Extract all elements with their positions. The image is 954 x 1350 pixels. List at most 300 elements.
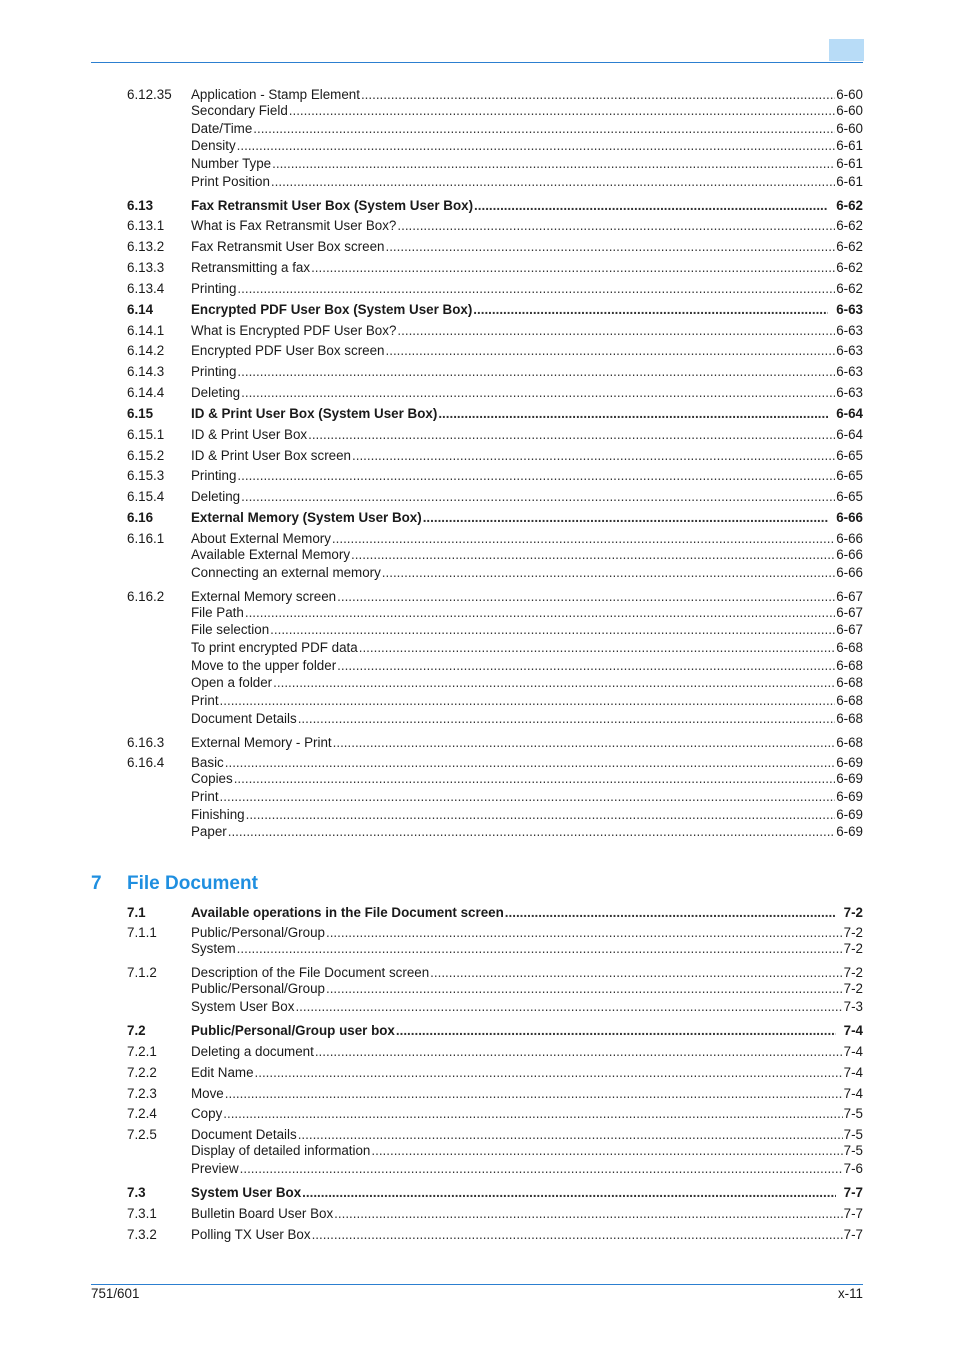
toc-entry-row[interactable] <box>91 426 863 444</box>
footer-model: 751/601 <box>91 1286 140 1301</box>
toc-entry-page: 6-65 <box>836 489 863 504</box>
toc-dot-leader <box>241 384 835 402</box>
toc-dot-leader <box>271 173 835 191</box>
toc-entry-row[interactable] <box>91 734 863 752</box>
toc-dot-leader <box>397 322 835 340</box>
toc-entry-row[interactable] <box>91 280 863 298</box>
toc-dot-leader <box>438 405 828 423</box>
toc-entry-body <box>191 120 863 138</box>
toc-dot-leader <box>245 604 835 622</box>
toc-entry-row[interactable] <box>91 342 863 360</box>
toc-entry-body <box>191 788 863 806</box>
toc-dot-leader <box>298 710 836 728</box>
toc-entry-page: 6-66 <box>836 547 863 562</box>
toc-entry-title: Preview <box>191 1161 239 1176</box>
toc-entry-page: 6-63 <box>836 385 863 400</box>
toc-entry-row[interactable] <box>91 1064 863 1082</box>
toc-entry-page: 7-2 <box>843 981 863 996</box>
toc-dot-leader <box>337 657 835 675</box>
toc-entry-title: Fax Retransmit User Box (System User Box) <box>191 198 474 213</box>
toc-entry-page: 7-3 <box>843 999 863 1014</box>
footer-rule <box>91 1284 863 1285</box>
toc-entry-row[interactable] <box>91 639 863 657</box>
toc-entry-row[interactable] <box>91 564 863 582</box>
toc-entry-page: 7-2 <box>843 905 863 920</box>
toc-entry-row[interactable] <box>91 621 863 639</box>
toc-entry-title: Available operations in the File Document screen <box>191 905 504 920</box>
toc-entry-body <box>191 904 863 922</box>
toc-entry-row[interactable] <box>91 1205 863 1223</box>
toc-dot-leader <box>253 120 835 138</box>
chapter-heading <box>91 872 863 896</box>
toc-dot-leader <box>385 238 835 256</box>
toc-entry-page: 6-66 <box>836 510 863 525</box>
toc-entry-title: Printing <box>191 468 237 483</box>
toc-dot-leader <box>220 788 836 806</box>
chapter-title: File Document <box>127 873 258 894</box>
toc-entry-title: Edit Name <box>191 1065 254 1080</box>
toc-entry-number: 7.1 <box>127 905 146 920</box>
toc-entry-body <box>191 1184 863 1202</box>
toc-dot-leader <box>308 426 835 444</box>
toc-entry-body <box>191 770 863 788</box>
toc-dot-leader <box>474 197 828 215</box>
toc-entry-number: 6.12.35 <box>127 87 172 102</box>
toc-entry-page: 6-63 <box>836 323 863 338</box>
toc-entry-body <box>191 734 863 752</box>
toc-dot-leader <box>326 980 843 998</box>
toc-entry-title: About External Memory <box>191 531 331 546</box>
toc-section-row[interactable] <box>91 1184 863 1202</box>
toc-entry-row[interactable] <box>91 1142 863 1160</box>
toc-entry-page: 7-4 <box>843 1065 863 1080</box>
toc-entry-row[interactable] <box>91 155 863 173</box>
toc-entry-page: 6-63 <box>836 343 863 358</box>
toc-entry-title: Public/Personal/Group <box>191 925 325 940</box>
toc-dot-leader <box>315 1043 843 1061</box>
toc-entry-title: Application - Stamp Element <box>191 87 360 102</box>
toc-entry-page: 6-62 <box>836 260 863 275</box>
toc-entry-number: 7.2 <box>127 1023 146 1038</box>
toc-entry-title: Print <box>191 789 219 804</box>
toc-entry-title: Document Details <box>191 711 297 726</box>
toc-entry-body <box>191 564 863 582</box>
toc-entry-page: 6-60 <box>836 103 863 118</box>
toc-dot-leader <box>371 1142 842 1160</box>
toc-entry-page: 7-5 <box>843 1106 863 1121</box>
toc-entry-page: 7-7 <box>843 1185 863 1200</box>
toc-entry-page: 6-69 <box>836 789 863 804</box>
toc-entry-body <box>191 173 863 191</box>
toc-entry-body <box>191 546 863 564</box>
toc-dot-leader <box>311 259 835 277</box>
toc-entry-page: 6-64 <box>836 406 863 421</box>
toc-entry-number: 7.2.2 <box>127 1065 157 1080</box>
toc-dot-leader <box>473 301 828 319</box>
toc-entry-title: Number Type <box>191 156 272 171</box>
toc-entry-title: Printing <box>191 281 237 296</box>
toc-entry-title: Print <box>191 693 219 708</box>
toc-entry-body <box>191 674 863 692</box>
toc-entry-body <box>191 322 863 340</box>
toc-entry-page: 7-5 <box>843 1127 863 1142</box>
header-rule <box>91 62 863 63</box>
toc-entry-page: 6-68 <box>836 711 863 726</box>
toc-entry-title: Print Position <box>191 174 270 189</box>
toc-entry-number: 6.13.2 <box>127 239 165 254</box>
toc-dot-leader <box>273 674 835 692</box>
toc-entry-title: File Path <box>191 605 244 620</box>
toc-entry-page: 6-67 <box>836 589 863 604</box>
toc-entry-body <box>191 363 863 381</box>
toc-entry-title: Public/Personal/Group user box <box>191 1023 395 1038</box>
toc-entry-title: ID & Print User Box (System User Box) <box>191 406 438 421</box>
toc-entry-row[interactable] <box>91 322 863 340</box>
toc-entry-number: 6.13.1 <box>127 218 165 233</box>
toc-entry-body <box>191 1226 863 1244</box>
toc-dot-leader <box>255 1064 843 1082</box>
toc-entry-page: 6-68 <box>836 735 863 750</box>
toc-entry-row[interactable] <box>91 173 863 191</box>
toc-entry-title: External Memory screen <box>191 589 337 604</box>
toc-entry-number: 6.16.1 <box>127 531 165 546</box>
toc-entry-row[interactable] <box>91 823 863 841</box>
toc-entry-row[interactable] <box>91 137 863 155</box>
toc-entry-number: 6.16 <box>127 510 154 525</box>
toc-entry-title: File selection <box>191 622 270 637</box>
toc-entry-number: 6.14.1 <box>127 323 165 338</box>
toc-entry-body <box>191 238 863 256</box>
toc-entry-page: 6-61 <box>836 174 863 189</box>
toc-entry-body <box>191 692 863 710</box>
toc-entry-page: 6-69 <box>836 824 863 839</box>
toc-entry-row[interactable] <box>91 788 863 806</box>
toc-dot-leader <box>241 488 835 506</box>
toc-entry-body <box>191 467 863 485</box>
toc-entry-number: 7.2.1 <box>127 1044 157 1059</box>
toc-section-row[interactable] <box>91 904 863 922</box>
toc-entry-page: 7-2 <box>843 965 863 980</box>
toc-entry-number: 6.15 <box>127 406 154 421</box>
toc-entry-row[interactable] <box>91 806 863 824</box>
toc-entry-body <box>191 1205 863 1223</box>
toc-entry-page: 6-62 <box>836 218 863 233</box>
toc-entry-row[interactable] <box>91 363 863 381</box>
toc-entry-row[interactable] <box>91 546 863 564</box>
toc-dot-leader <box>237 467 835 485</box>
toc-entry-row[interactable] <box>91 217 863 235</box>
toc-entry-body <box>191 1105 863 1123</box>
toc-section-row[interactable] <box>91 405 863 423</box>
toc-entry-number: 7.3 <box>127 1185 146 1200</box>
toc-entry-page: 6-65 <box>836 448 863 463</box>
toc-dot-leader <box>382 564 835 582</box>
toc-entry-page: 7-7 <box>843 1206 863 1221</box>
toc-entry-number: 6.16.3 <box>127 735 165 750</box>
toc-entry-number: 7.3.2 <box>127 1227 157 1242</box>
toc-entry-row[interactable] <box>91 998 863 1016</box>
toc-entry-title: What is Fax Retransmit User Box? <box>191 218 397 233</box>
toc-entry-title: Document Details <box>191 1127 297 1142</box>
toc-entry-page: 6-68 <box>836 658 863 673</box>
toc-dot-leader <box>225 1085 843 1103</box>
toc-entry-body <box>191 604 863 622</box>
toc-section-row[interactable] <box>91 1022 863 1040</box>
toc-entry-row[interactable] <box>91 102 863 120</box>
toc-entry-body <box>191 509 863 527</box>
toc-entry-page: 7-5 <box>843 1143 863 1158</box>
toc-entry-row[interactable] <box>91 1226 863 1244</box>
toc-entry-title: Paper <box>191 824 227 839</box>
toc-entry-body <box>191 217 863 235</box>
chapter-tab-marker <box>829 39 864 61</box>
toc-entry-body <box>191 405 863 423</box>
toc-entry-row[interactable] <box>91 1085 863 1103</box>
toc-entry-page: 7-2 <box>843 925 863 940</box>
toc-entry-title: System User Box <box>191 1185 302 1200</box>
toc-dot-leader <box>334 1205 842 1223</box>
toc-dot-leader <box>272 155 835 173</box>
toc-entry-title: External Memory - Print <box>191 735 332 750</box>
toc-entry-page: 6-65 <box>836 468 863 483</box>
toc-dot-leader <box>333 734 836 752</box>
toc-entry-number: 6.13 <box>127 198 154 213</box>
toc-entry-title: ID & Print User Box screen <box>191 448 351 463</box>
toc-dot-leader <box>246 806 836 824</box>
toc-dot-leader <box>397 217 835 235</box>
toc-dot-leader <box>386 342 836 360</box>
toc-entry-number: 6.16.4 <box>127 755 165 770</box>
toc-entry-body <box>191 197 863 215</box>
toc-entry-row[interactable] <box>91 384 863 402</box>
toc-entry-title: Retransmitting a fax <box>191 260 311 275</box>
toc-entry-title: Date/Time <box>191 121 253 136</box>
toc-entry-body <box>191 447 863 465</box>
toc-section-row[interactable] <box>91 509 863 527</box>
toc-entry-page: 6-64 <box>836 427 863 442</box>
toc-entry-title: Deleting <box>191 385 241 400</box>
toc-entry-number: 6.16.2 <box>127 589 165 604</box>
toc-entry-page: 6-68 <box>836 640 863 655</box>
toc-dot-leader <box>237 363 835 381</box>
toc-entry-title: Available External Memory <box>191 547 351 562</box>
toc-entry-body <box>191 1142 863 1160</box>
toc-entry-row[interactable] <box>91 674 863 692</box>
toc-entry-page: 6-68 <box>836 693 863 708</box>
toc-entry-page: 6-63 <box>836 364 863 379</box>
toc-entry-body <box>191 940 863 958</box>
toc-entry-number: 6.15.4 <box>127 489 165 504</box>
toc-entry-page: 6-60 <box>836 87 863 102</box>
toc-entry-body <box>191 657 863 675</box>
toc-entry-page: 6-69 <box>836 807 863 822</box>
toc-entry-title: Deleting <box>191 489 241 504</box>
toc-entry-title: Deleting a document <box>191 1044 314 1059</box>
toc-dot-leader <box>302 1184 835 1202</box>
toc-entry-body <box>191 621 863 639</box>
toc-entry-number: 7.2.3 <box>127 1086 157 1101</box>
toc-dot-leader <box>237 137 836 155</box>
toc-dot-leader <box>352 447 835 465</box>
toc-entry-number: 6.15.1 <box>127 427 165 442</box>
toc-entry-row[interactable] <box>91 692 863 710</box>
toc-dot-leader <box>505 904 836 922</box>
toc-entry-row[interactable] <box>91 447 863 465</box>
toc-entry-number: 6.15.3 <box>127 468 165 483</box>
toc-entry-page: 6-67 <box>836 605 863 620</box>
toc-entry-row[interactable] <box>91 770 863 788</box>
toc-entry-title: Secondary Field <box>191 103 288 118</box>
toc-entry-title: Fax Retransmit User Box screen <box>191 239 385 254</box>
toc-entry-body <box>191 301 863 319</box>
toc-entry-body <box>191 488 863 506</box>
toc-entry-title: Finishing <box>191 807 245 822</box>
toc-entry-title: Display of detailed information <box>191 1143 371 1158</box>
toc-entry-body <box>191 823 863 841</box>
toc-entry-page: 6-66 <box>836 531 863 546</box>
toc-entry-row[interactable] <box>91 710 863 728</box>
toc-entry-page: 6-60 <box>836 121 863 136</box>
toc-entry-row[interactable] <box>91 1105 863 1123</box>
toc-entry-page: 7-4 <box>843 1044 863 1059</box>
toc-entry-row[interactable] <box>91 940 863 958</box>
toc-entry-row[interactable] <box>91 238 863 256</box>
toc-entry-number: 7.1.2 <box>127 965 157 980</box>
toc-section-row[interactable] <box>91 197 863 215</box>
toc-dot-leader <box>237 280 835 298</box>
toc-entry-row[interactable] <box>91 604 863 622</box>
toc-entry-title: Connecting an external memory <box>191 565 381 580</box>
toc-entry-title: System <box>191 941 236 956</box>
toc-entry-title: What is Encrypted PDF User Box? <box>191 323 397 338</box>
toc-entry-row[interactable] <box>91 657 863 675</box>
footer-page-number: x-11 <box>837 1286 863 1301</box>
toc-entry-title: Move <box>191 1086 224 1101</box>
toc-entry-page: 6-69 <box>836 755 863 770</box>
toc-entry-page: 7-4 <box>843 1086 863 1101</box>
toc-entry-page: 6-61 <box>836 156 863 171</box>
toc-entry-body <box>191 342 863 360</box>
toc-entry-page: 7-6 <box>843 1161 863 1176</box>
toc-entry-title: Copies <box>191 771 233 786</box>
toc-entry-body <box>191 806 863 824</box>
toc-entry-body <box>191 710 863 728</box>
toc-dot-leader <box>234 770 836 788</box>
toc-entry-page: 7-4 <box>843 1023 863 1038</box>
toc-entry-page: 6-63 <box>836 302 863 317</box>
toc-dot-leader <box>240 1160 843 1178</box>
toc-entry-title: Basic <box>191 755 224 770</box>
toc-entry-body <box>191 155 863 173</box>
toc-entry-title: Printing <box>191 364 237 379</box>
toc-entry-title: Encrypted PDF User Box (System User Box) <box>191 302 473 317</box>
toc-entry-page: 6-62 <box>836 198 863 213</box>
toc-entry-body <box>191 1160 863 1178</box>
toc-dot-leader <box>312 1226 843 1244</box>
toc-entry-number: 7.3.1 <box>127 1206 157 1221</box>
toc-dot-leader <box>228 823 835 841</box>
toc-entry-number: 6.13.4 <box>127 281 165 296</box>
toc-entry-page: 6-62 <box>836 281 863 296</box>
toc-entry-body <box>191 384 863 402</box>
toc-entry-body <box>191 102 863 120</box>
toc-entry-number: 6.14.3 <box>127 364 165 379</box>
toc-entry-row[interactable] <box>91 467 863 485</box>
toc-entry-row[interactable] <box>91 259 863 277</box>
toc-entry-page: 6-68 <box>836 675 863 690</box>
toc-entry-title: ID & Print User Box <box>191 427 308 442</box>
toc-entry-title: Encrypted PDF User Box screen <box>191 343 385 358</box>
toc-entry-row[interactable] <box>91 120 863 138</box>
toc-entry-body <box>191 280 863 298</box>
toc-entry-body <box>191 1064 863 1082</box>
toc-entry-body <box>191 639 863 657</box>
toc-entry-number: 6.14.4 <box>127 385 165 400</box>
toc-entry-number: 7.2.5 <box>127 1127 157 1142</box>
toc-dot-leader <box>396 1022 836 1040</box>
toc-entry-page: 6-66 <box>836 565 863 580</box>
toc-entry-row[interactable] <box>91 980 863 998</box>
toc-entry-page: 7-7 <box>843 1227 863 1242</box>
toc-entry-body <box>191 980 863 998</box>
toc-entry-body <box>191 1022 863 1040</box>
toc-entry-row[interactable] <box>91 1043 863 1061</box>
toc-entry-title: Bulletin Board User Box <box>191 1206 334 1221</box>
toc-entry-page: 6-61 <box>836 138 863 153</box>
toc-entry-row[interactable] <box>91 1160 863 1178</box>
toc-dot-leader <box>289 102 835 120</box>
toc-entry-title: Polling TX User Box <box>191 1227 311 1242</box>
toc-dot-leader <box>270 621 835 639</box>
toc-entry-title: Public/Personal/Group <box>191 981 325 996</box>
chapter-number: 7 <box>91 873 102 894</box>
toc-entry-number: 6.14.2 <box>127 343 165 358</box>
toc-entry-number: 6.14 <box>127 302 154 317</box>
toc-dot-leader <box>237 940 843 958</box>
toc-dot-leader <box>220 692 836 710</box>
toc-dot-leader <box>295 998 842 1016</box>
toc-entry-number: 6.15.2 <box>127 448 165 463</box>
toc-entry-title: Open a folder <box>191 675 273 690</box>
toc-entry-title: Move to the upper folder <box>191 658 337 673</box>
toc-entry-page: 6-62 <box>836 239 863 254</box>
toc-entry-body <box>191 426 863 444</box>
toc-dot-leader <box>223 1105 842 1123</box>
toc-entry-body <box>191 137 863 155</box>
toc-entry-row[interactable] <box>91 488 863 506</box>
toc-entry-number: 6.13.3 <box>127 260 165 275</box>
toc-entry-body <box>191 259 863 277</box>
toc-dot-leader <box>351 546 835 564</box>
toc-entry-title: To print encrypted PDF data <box>191 640 358 655</box>
toc-entry-body <box>191 1085 863 1103</box>
toc-entry-page: 6-67 <box>836 622 863 637</box>
toc-entry-title: System User Box <box>191 999 295 1014</box>
toc-entry-title: Copy <box>191 1106 223 1121</box>
toc-entry-title: Density <box>191 138 236 153</box>
toc-entry-page: 7-2 <box>843 941 863 956</box>
toc-entry-title: External Memory (System User Box) <box>191 510 422 525</box>
toc-entry-page: 6-69 <box>836 771 863 786</box>
toc-dot-leader <box>423 509 828 527</box>
toc-dot-leader <box>359 639 835 657</box>
toc-section-row[interactable] <box>91 301 863 319</box>
toc-entry-number: 7.2.4 <box>127 1106 157 1121</box>
toc-entry-title: Description of the File Document screen <box>191 965 430 980</box>
toc-entry-body <box>191 998 863 1016</box>
toc-entry-number: 7.1.1 <box>127 925 157 940</box>
toc-entry-body <box>191 1043 863 1061</box>
